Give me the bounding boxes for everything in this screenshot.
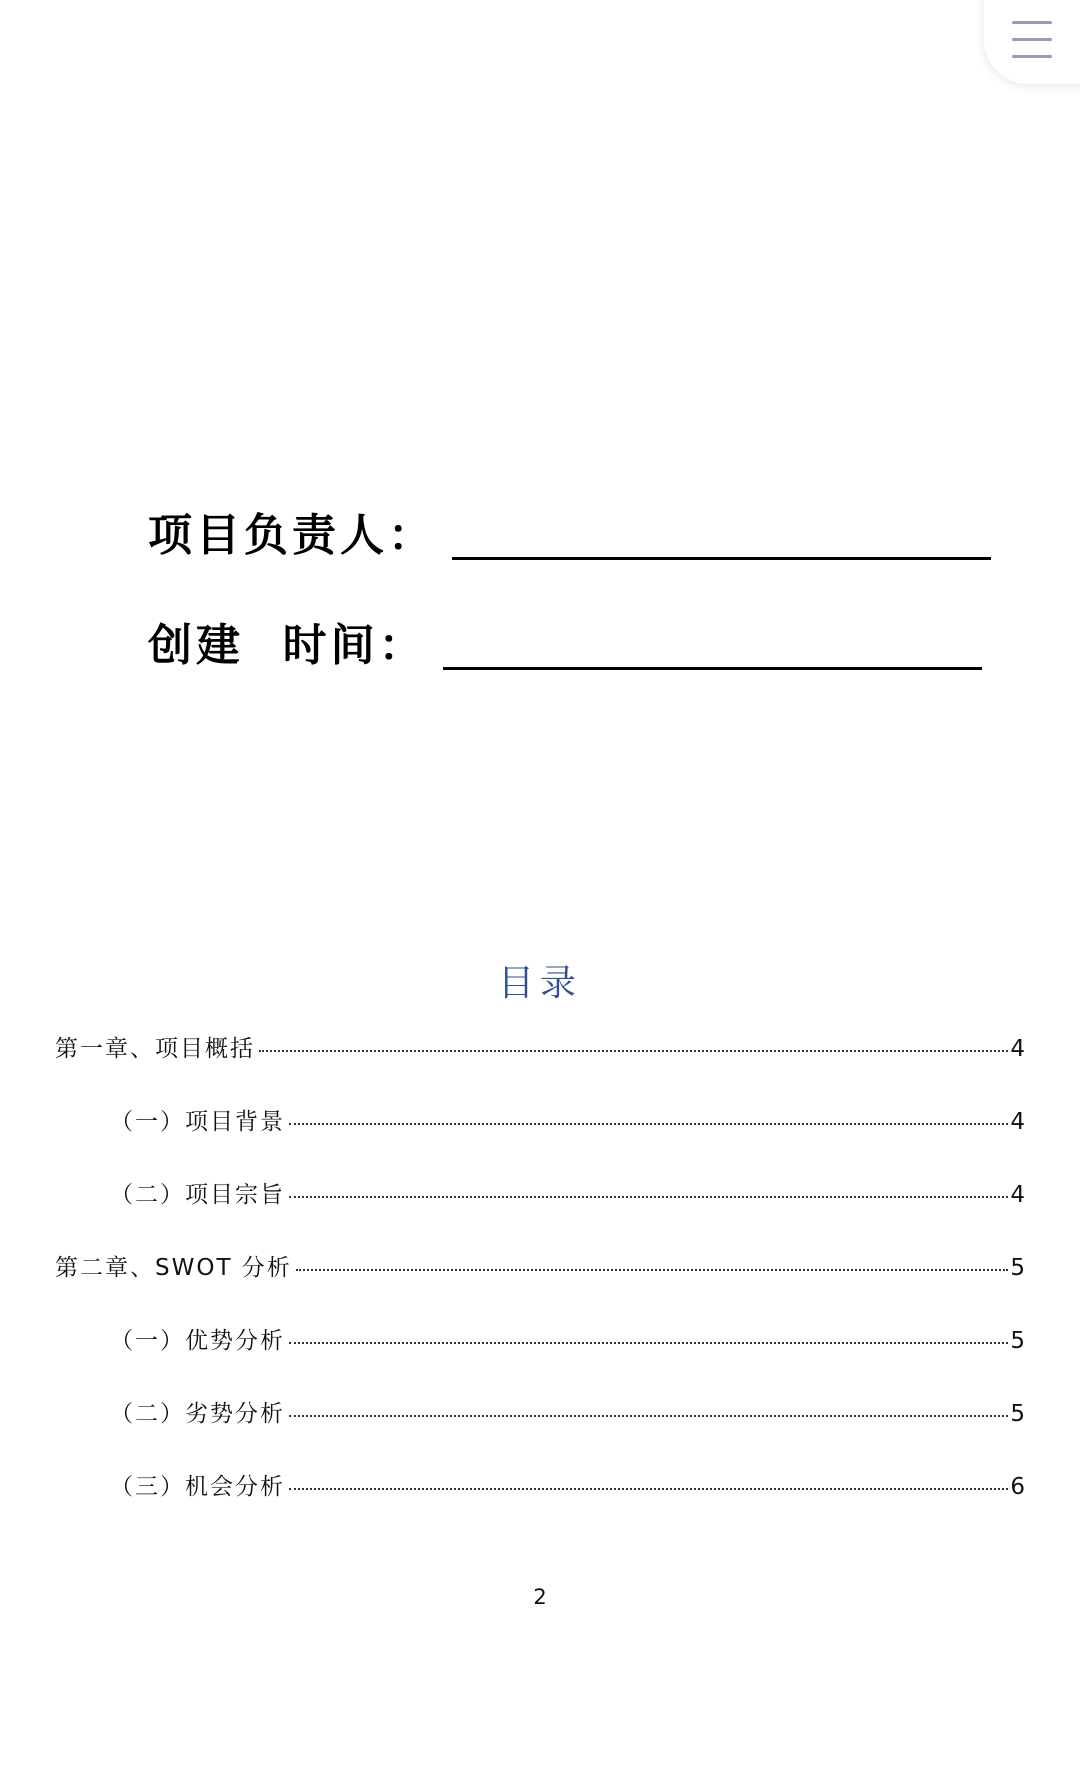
toc-item-page: 4 (1010, 1182, 1025, 1208)
creation-time-field (148, 610, 982, 674)
toc-item-text: 第一章、项目概括 (55, 1036, 255, 1062)
toc-item-text: （二）项目宗旨 (110, 1182, 285, 1208)
toc-item-text: 第二章、SWOT 分析 (55, 1255, 292, 1281)
creation-time-label: 创建 时间： (148, 620, 427, 671)
toc-leader-dots (296, 1269, 1009, 1271)
toc-item-chapter-2[interactable] (55, 1249, 1025, 1322)
page-number: 2 (533, 1585, 547, 1609)
toc-leader-dots (289, 1342, 1008, 1344)
toc-item-purpose[interactable] (55, 1176, 1025, 1249)
toc-leader-dots (289, 1123, 1008, 1125)
toc-item-strengths[interactable] (55, 1322, 1025, 1395)
toc-leader-dots (289, 1196, 1008, 1198)
project-leader-line (452, 556, 991, 560)
toc-item-page: 5 (1010, 1255, 1025, 1281)
hamburger-menu-icon[interactable] (1012, 21, 1052, 59)
toc-item-page: 6 (1010, 1474, 1025, 1500)
toc-leader-dots (289, 1415, 1008, 1417)
project-leader-field (148, 500, 991, 564)
toc-item-page: 5 (1010, 1328, 1025, 1354)
toc-item-background[interactable] (55, 1103, 1025, 1176)
menu-button[interactable] (984, 0, 1080, 84)
toc-leader-dots (259, 1050, 1008, 1052)
toc-item-page: 4 (1010, 1109, 1025, 1135)
toc-item-text: （二）劣势分析 (110, 1401, 285, 1427)
table-of-contents (55, 1030, 1025, 1541)
toc-item-text: （一）项目背景 (110, 1109, 285, 1135)
toc-title: 目录 (497, 963, 582, 1004)
creation-time-line (443, 666, 982, 670)
toc-item-opportunities[interactable] (55, 1468, 1025, 1541)
toc-item-chapter-1[interactable] (55, 1030, 1025, 1103)
toc-item-text: （三）机会分析 (110, 1474, 285, 1500)
toc-item-page: 4 (1010, 1036, 1025, 1062)
toc-item-text: （一）优势分析 (110, 1328, 285, 1354)
project-leader-label: 项目负责人： (148, 510, 436, 561)
toc-item-page: 5 (1010, 1401, 1025, 1427)
toc-item-weaknesses[interactable] (55, 1395, 1025, 1468)
toc-leader-dots (289, 1488, 1008, 1490)
